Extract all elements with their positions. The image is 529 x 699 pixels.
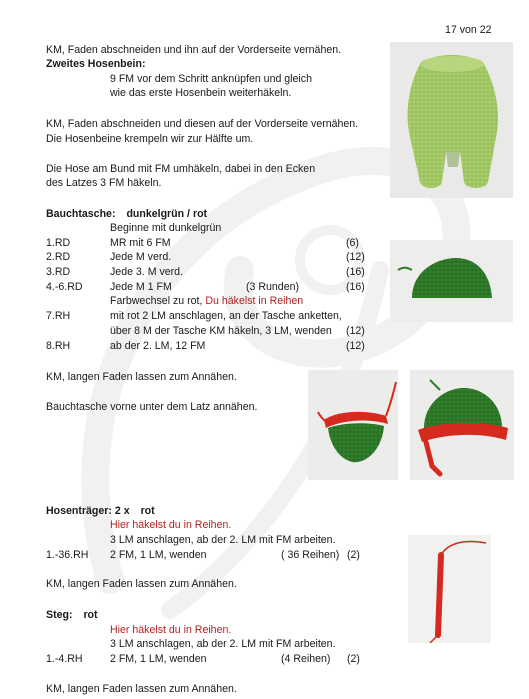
section-title-text: Hosenträger: 2 x (46, 505, 130, 517)
instruction-text: wie das erste Hosenbein weiterhäkeln. (110, 87, 292, 99)
row-count: (12) (346, 325, 365, 337)
page-number: 17 von 22 (445, 24, 492, 36)
row-label: 4.-6.RD (46, 281, 83, 293)
paragraph-text: Die Hosenbeine krempeln wir zur Hälfte um. (46, 133, 254, 145)
section-title-text: Bauchtasche: (46, 208, 116, 220)
row-label: 3.RD (46, 266, 71, 278)
row-label: 1.RD (46, 237, 71, 249)
paragraph-text: KM, langen Faden lassen zum Annähen. (46, 371, 237, 383)
row-count: (12) (346, 340, 365, 352)
row-extra: (3 Runden) (246, 281, 299, 293)
section-title-bauchtasche (46, 208, 207, 221)
row-text: über 8 M der Tasche KM häkeln, 3 LM, wenden (110, 325, 332, 337)
yarn-color: rot (83, 609, 98, 621)
row-extra: (4 Reihen) (281, 653, 331, 665)
row-text: Jede 3. M verd. (110, 266, 184, 278)
row-text: MR mit 6 FM (110, 237, 171, 249)
photo-strap-red (408, 535, 491, 643)
paragraph-text: KM, Faden abschneiden und diesen auf der Vorderseite vernähen. (46, 118, 359, 130)
color-change-text: Farbwechsel zu rot, (110, 295, 203, 307)
paragraph-text: Bauchtasche vorne unter dem Latz annähen. (46, 401, 258, 413)
row-text: Jede M 1 FM (110, 281, 172, 293)
row-count: (12) (346, 251, 365, 263)
section-title-zweites-hosenbein: Zweites Hosenbein: (46, 58, 146, 70)
row-count: (16) (346, 281, 365, 293)
instruction-text: 3 LM anschlagen, ab der 2. LM mit FM arbeiten. (110, 534, 336, 546)
row-count: (2) (347, 549, 360, 561)
section-title-hosentraeger (46, 505, 155, 518)
row-note: Hier häkelst du in Reihen. (110, 624, 232, 636)
instruction-text: Beginne mit dunkelgrün (110, 222, 222, 234)
row-text: 2 FM, 1 LM, wenden (110, 549, 207, 561)
yarn-color: dunkelgrün / rot (126, 208, 208, 220)
color-change-red-text: Du häkelst in Reihen (205, 295, 304, 307)
yarn-color: rot (140, 505, 155, 517)
paragraph-text: KM, langen Faden lassen zum Annähen. (46, 578, 237, 590)
row-label: 1.-4.RH (46, 653, 83, 665)
row-text: Jede M verd. (110, 251, 172, 263)
photo-pocket-red-top (410, 370, 514, 480)
paragraph-text: des Latzes 3 FM häkeln. (46, 177, 162, 189)
section-title-steg (46, 609, 98, 622)
paragraph-text: Die Hose am Bund mit FM umhäkeln, dabei in den Ecken (46, 163, 316, 175)
row-note: Hier häkelst du in Reihen. (110, 519, 232, 531)
row-label: 1.-36.RH (46, 549, 89, 561)
row-label: 2.RD (46, 251, 71, 263)
paragraph-text: KM, Faden abschneiden und ihn auf der Vorderseite vernähen. (46, 44, 342, 56)
section-title-text: Steg: (46, 609, 73, 621)
row-text: ab der 2. LM, 12 FM (110, 340, 206, 352)
row-text: 2 FM, 1 LM, wenden (110, 653, 207, 665)
row-count: (2) (347, 653, 360, 665)
paragraph-text: KM, langen Faden lassen zum Annähen. (46, 683, 237, 695)
photo-pocket-green (390, 240, 513, 322)
row-label: 7.RH (46, 310, 71, 322)
instruction-text: 3 LM anschlagen, ab der 2. LM mit FM arbeiten. (110, 638, 336, 650)
instruction-text: 9 FM vor dem Schritt anknüpfen und gleich (110, 73, 312, 85)
row-count: (6) (346, 237, 359, 249)
color-change-note (110, 295, 303, 308)
photo-pocket-red-side (308, 370, 398, 480)
row-count: (16) (346, 266, 365, 278)
row-extra: ( 36 Reihen) (281, 549, 340, 561)
row-text: mit rot 2 LM anschlagen, an der Tasche anketten, (110, 310, 342, 322)
row-label: 8.RH (46, 340, 71, 352)
photo-trousers (390, 42, 513, 198)
